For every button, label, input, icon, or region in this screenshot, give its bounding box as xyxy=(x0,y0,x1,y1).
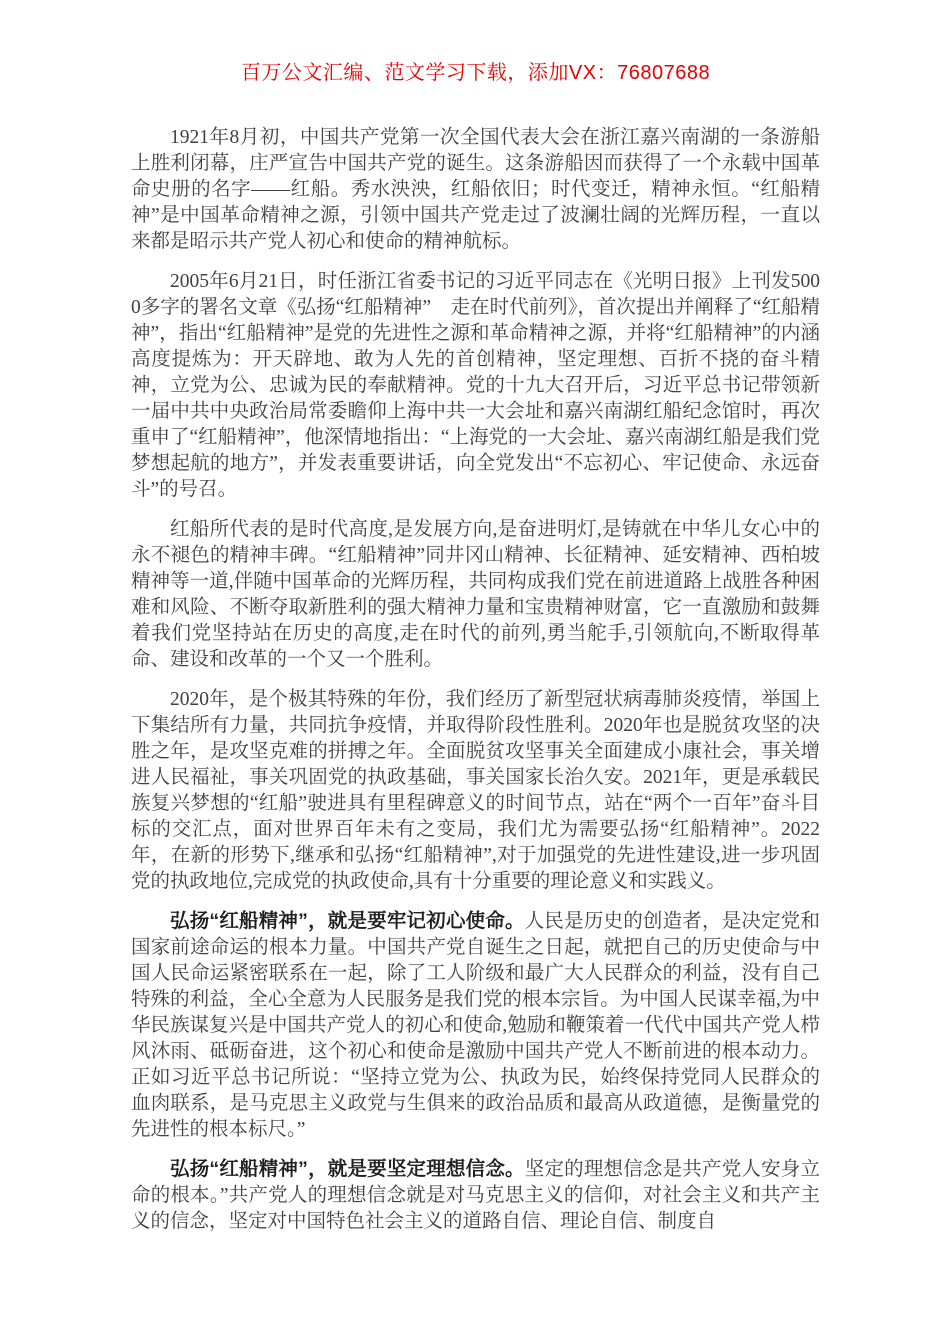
paragraph-text: 2020年，是个极其特殊的年份，我们经历了新型冠状病毒肺炎疫情，举国上下集结所有力量，共同抗争疫情，并取得阶段性胜利。2020年也是脱贫攻坚的决胜之年，是攻坚克难的拼搏之年。全面脱贫攻坚事关全面建成小康社会，事关增进人民福祉，事关巩固党的执政基础，事关国家长治久安。2021年，更是承载民族复兴梦想的“红船”驶进具有里程碑意义的时间节点，站在“两个一百年”奋斗目标的交汇点，面对世界百年未有之变局，我们尤为需要弘扬“红船精神”。2022年，在新的形势下,继承和弘扬“红船精神”,对于加强党的先进性建设,进一步巩固党的执政地位,完成党的执政使命,具有十分重要的理论意义和实践义。 xyxy=(131,689,820,892)
document-body xyxy=(131,124,820,1235)
paragraph-2005-article xyxy=(131,268,820,503)
paragraph-text: 坚定的理想信念是共产党人安身立命的根本。”共产党人的理想信念就是对马克思主义的信仰，对社会主义和共产主义的信念，坚定对中国特色社会主义的道路自信、理论自信、制度自 xyxy=(131,1159,820,1232)
paragraph-text: 红船所代表的是时代高度,是发展方向,是奋进明灯,是铸就在中华儿女心中的永不褪色的精神丰碑。“红船精神”同井冈山精神、长征精神、延安精神、西柏坡精神等一道,伴随中国革命的光辉历程，共同构成我们党在前进道路上战胜各种困难和风险、不断夺取新胜利的强大精神力量和宝贵精神财富，它一直激励和鼓舞着我们党坚持站在历史的高度,走在时代的前列,勇当舵手,引领航向,不断取得革命、建设和改革的一个又一个胜利。 xyxy=(131,519,820,670)
paragraph-text: 人民是历史的创造者，是决定党和国家前途命运的根本力量。中国共产党自诞生之日起，就把自己的历史使命与中国人民命运紧密联系在一起，除了工人阶级和最广大人民群众的利益，没有自己特殊的利益，全心全意为人民服务是我们党的根本宗旨。为中国人民谋幸福,为中华民族谋复兴是中国共产党人的初心和使命,勉励和鞭策着一代代中国共产党人栉风沐雨、砥砺奋进，这个初心和使命是激励中国共产党人不断前进的根本动力。正如习近平总书记所说：“坚持立党为公、执政为民，始终保持党同人民群众的血肉联系，是马克思主义政党与生俱来的政治品质和最高从政道德，是衡量党的先进性的根本标尺。” xyxy=(131,911,820,1140)
paragraph-lead: 弘扬“红船精神”，就是要牢记初心使命。 xyxy=(170,910,525,932)
paragraph-ideals-belief xyxy=(131,1156,820,1235)
paragraph-spirit-monument xyxy=(131,516,820,673)
paragraph-red-boat-origin xyxy=(131,124,820,255)
paragraph-lead: 弘扬“红船精神”，就是要坚定理想信念。 xyxy=(170,1158,525,1180)
paragraph-text: 1921年8月初，中国共产党第一次全国代表大会在浙江嘉兴南湖的一条游船上胜利闭幕，庄严宣告中国共产党的诞生。这条游船因而获得了一个永载中国革命史册的名字——红船。秀水泱泱，红船依旧；时代变迁，精神永恒。“红船精神”是中国革命精神之源，引领中国共产党走过了波澜壮阔的光辉历程，一直以来都是昭示共产党人初心和使命的精神航标。 xyxy=(131,127,820,252)
paragraph-2020-2022 xyxy=(131,686,820,895)
paragraph-original-mission xyxy=(131,908,820,1143)
paragraph-text: 2005年6月21日，时任浙江省委书记的习近平同志在《光明日报》上刊发5000多字的署名文章《弘扬“红船精神” 走在时代前列》，首次提出并阐释了“红船精神”，指出“红船精神”是党的先进性之源和革命精神之源，并将“红船精神”的内涵高度提炼为：开天辟地、敢为人先的首创精神，坚定理想、百折不挠的奋斗精神，立党为公、忠诚为民的奉献精神。党的十九大召开后，习近平总书记带领新一届中共中央政治局常委瞻仰上海中共一大会址和嘉兴南湖红船纪念馆时，再次重申了“红船精神”，他深情地指出：“上海党的一大会址、嘉兴南湖红船是我们党梦想起航的地方”，并发表重要讲话，向全党发出“不忘初心、牢记使命、永远奋斗”的号召。 xyxy=(131,271,820,500)
promo-header-text: 百万公文汇编、范文学习下载，添加VX：76807688 xyxy=(240,62,711,84)
